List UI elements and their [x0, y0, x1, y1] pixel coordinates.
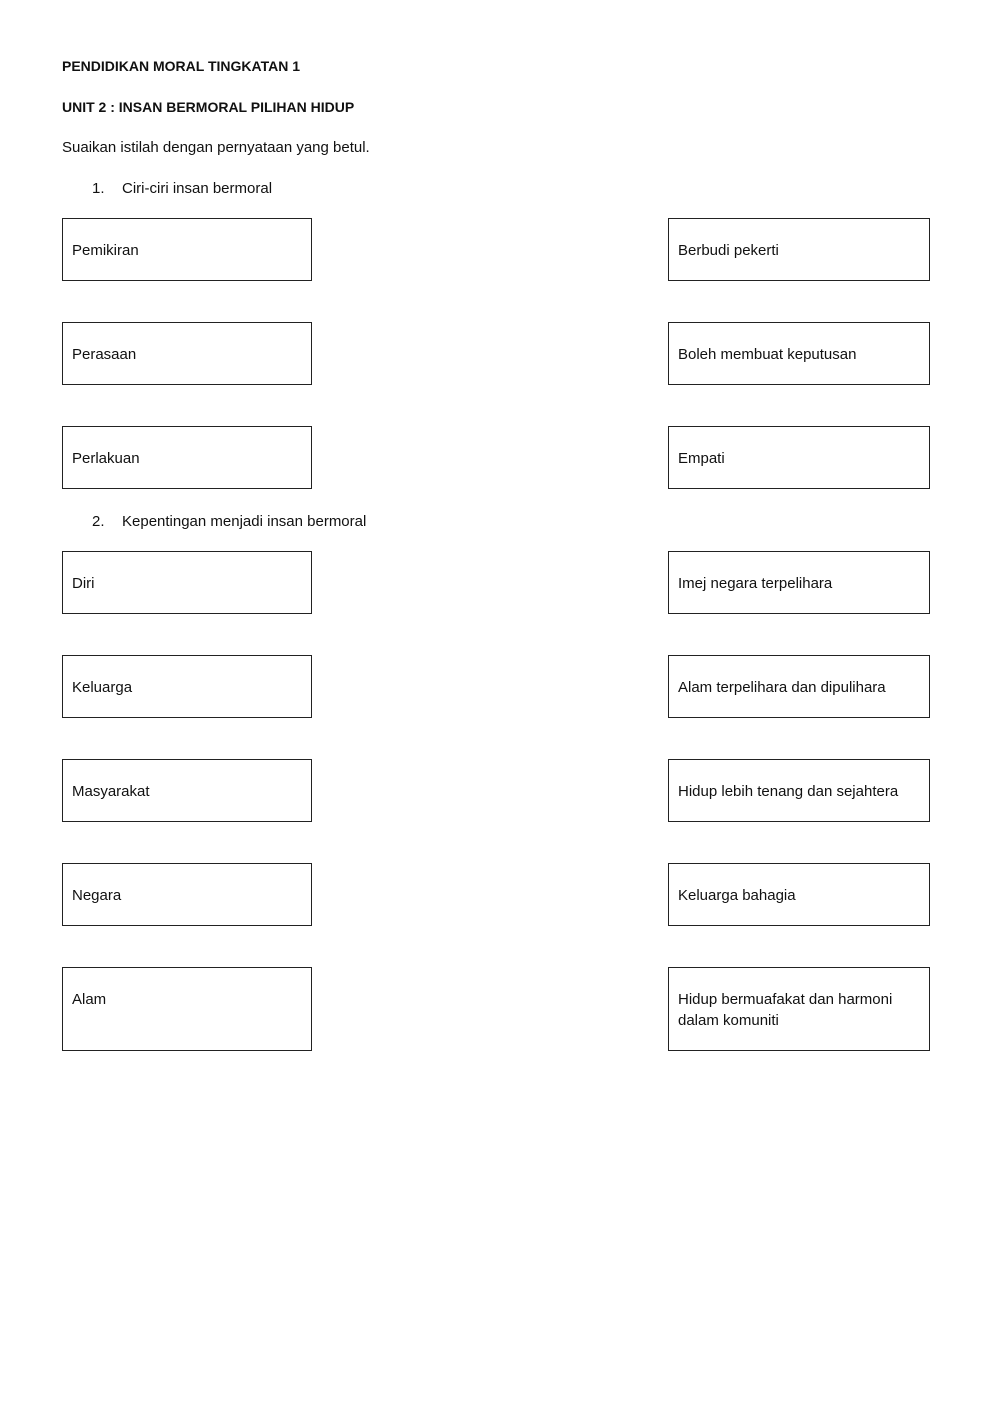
statement-box-keluarga-bahagia[interactable] [668, 863, 930, 926]
statement-box-imej-negara[interactable] [668, 551, 930, 614]
statement-label: Hidup lebih tenang dan sejahtera [678, 783, 899, 800]
term-box-pemikiran[interactable] [62, 218, 312, 281]
statement-box-boleh-membuat-keputusan[interactable] [668, 322, 930, 385]
statement-box-hidup-tenang[interactable] [668, 759, 930, 822]
term-label: Alam [72, 991, 107, 1008]
section-1-heading: Ciri-ciri insan bermoral [122, 180, 273, 197]
term-label: Perasaan [72, 346, 137, 363]
term-box-perasaan[interactable] [62, 322, 312, 385]
term-label: Keluarga [72, 679, 133, 696]
statement-label: Keluarga bahagia [678, 887, 796, 904]
section-2-number: 2. [92, 513, 105, 530]
statement-box-berbudi-pekerti[interactable] [668, 218, 930, 281]
term-box-alam[interactable] [62, 967, 312, 1051]
term-label: Perlakuan [72, 450, 140, 467]
term-box-keluarga[interactable] [62, 655, 312, 718]
page-title: PENDIDIKAN MORAL TINGKATAN 1 [62, 58, 300, 74]
statement-box-alam-terpelihara[interactable] [668, 655, 930, 718]
section-1-number: 1. [92, 180, 105, 197]
unit-title: UNIT 2 : INSAN BERMORAL PILIHAN HIDUP [62, 99, 355, 115]
term-box-diri[interactable] [62, 551, 312, 614]
statement-box-hidup-bermuafakat[interactable] [668, 967, 930, 1051]
statement-label: Empati [678, 450, 725, 467]
term-box-perlakuan[interactable] [62, 426, 312, 489]
term-label: Negara [72, 887, 122, 904]
statement-label: Berbudi pekerti [678, 242, 779, 259]
term-label: Masyarakat [72, 783, 150, 800]
section-2-heading: Kepentingan menjadi insan bermoral [122, 513, 367, 530]
statement-box-empati[interactable] [668, 426, 930, 489]
instruction-text: Suaikan istilah dengan pernyataan yang betul. [62, 139, 370, 156]
term-label: Diri [72, 575, 95, 592]
term-box-negara[interactable] [62, 863, 312, 926]
statement-label: Alam terpelihara dan dipulihara [678, 679, 886, 696]
statement-label: Boleh membuat keputusan [678, 346, 857, 363]
term-label: Pemikiran [72, 242, 139, 259]
term-box-masyarakat[interactable] [62, 759, 312, 822]
statement-label: Hidup bermuafakat dan harmoni dalam komuniti [678, 991, 893, 1029]
statement-label: Imej negara terpelihara [678, 575, 833, 592]
